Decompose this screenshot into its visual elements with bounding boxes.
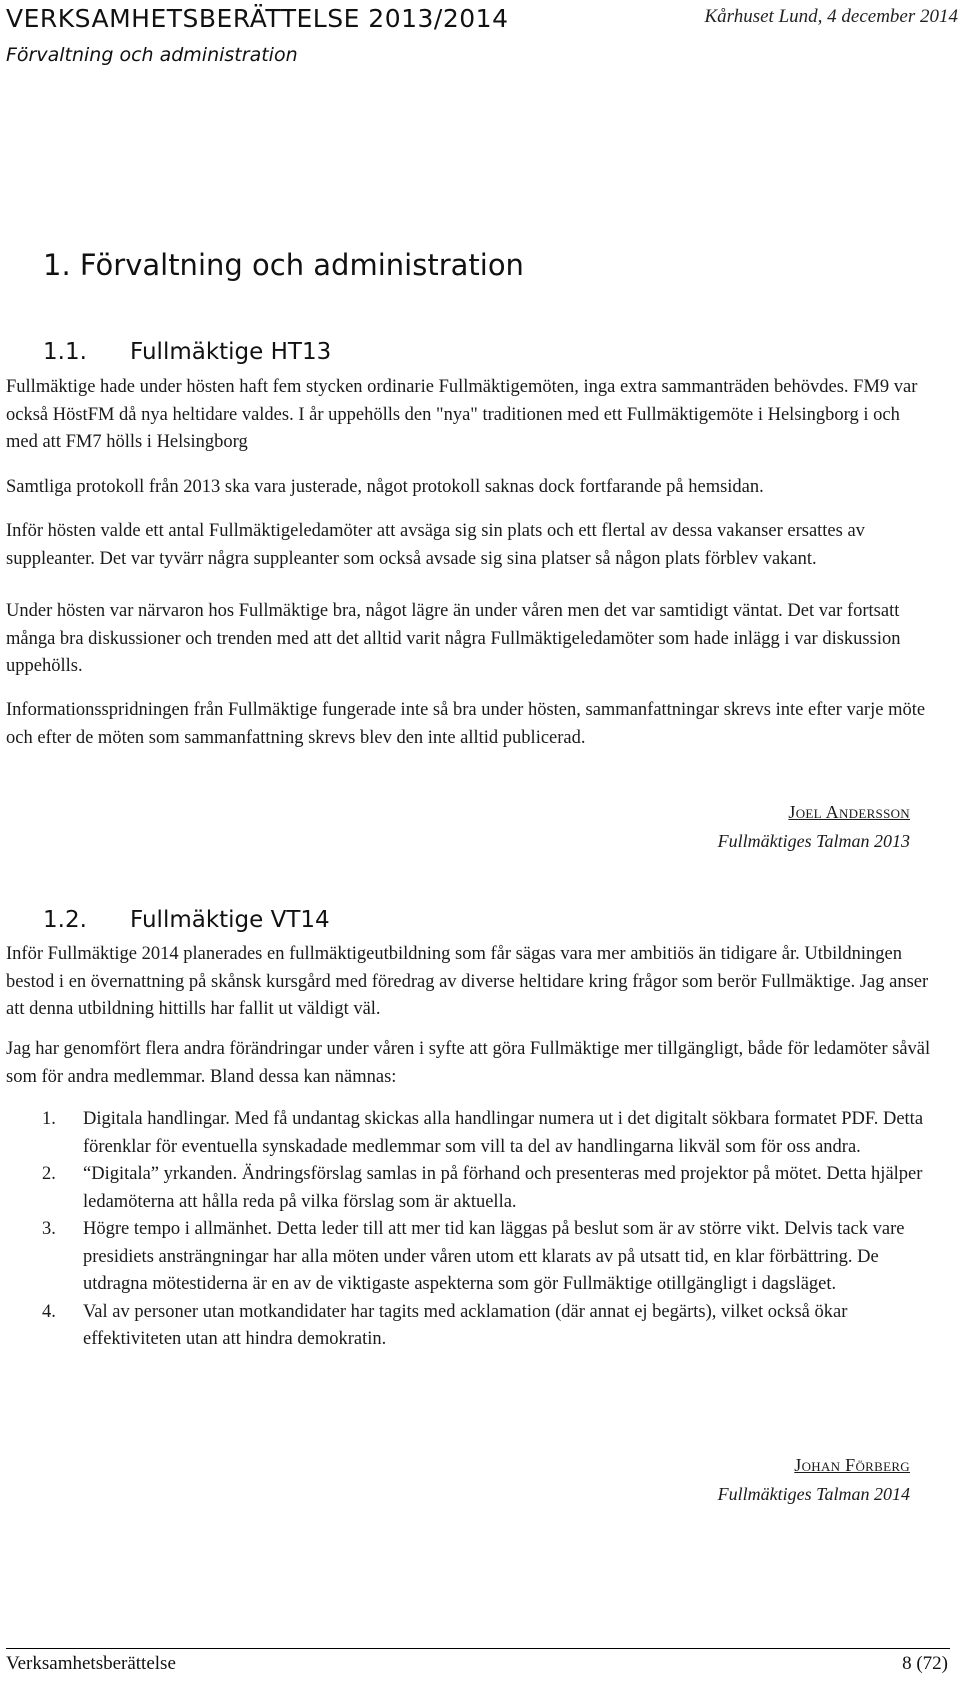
list-item-text: Digitala handlingar. Med få undantag skickas alla handlingar numera ut i det digitalt sökbara formatet PDF. Detta förenklar för eventuella synskadade medlemmar som vill ta del av handlingarna likväl som för oss andra. xyxy=(83,1109,924,1157)
list-item xyxy=(6,1161,936,1216)
signature-name: Joel Andersson xyxy=(788,802,910,822)
subsection-title: Fullmäktige VT14 xyxy=(130,907,330,933)
list-item xyxy=(6,1106,936,1161)
subsection-number: 1.2. xyxy=(43,907,87,933)
list-item-text: “Digitala” yrkanden. Ändringsförslag samlas in på förhand och presenteras med projektor på mötet. Detta hjälper ledamöterna att hålla reda på vilka förslag som är aktuella. xyxy=(83,1164,923,1212)
signature-block xyxy=(718,1451,910,1509)
paragraph: Inför Fullmäktige 2014 planerades en fullmäktigeutbildning som får sägas vara mer ambitiös än tidigare år. Utbildningen bestod i en övernattning på skånsk kursgård med föredrag av diverse heltidare kring frågor som berör Fullmäktige. Jag anser att denna utbildning hittills har fallit ut väldigt väl. xyxy=(6,944,929,1019)
document-header-subtitle: Förvaltning och administration xyxy=(6,44,298,66)
section-heading: 1. Förvaltning och administration xyxy=(43,248,524,282)
subsection-number: 1.1. xyxy=(43,339,87,365)
subsection-title: Fullmäktige HT13 xyxy=(130,339,332,365)
list-item-number: 1. xyxy=(42,1109,56,1129)
signature-role: Fullmäktiges Talman 2014 xyxy=(717,1484,910,1504)
subsection-heading-2 xyxy=(43,907,330,933)
paragraph: Fullmäktige hade under hösten haft fem stycken ordinarie Fullmäktigemöten, inga extra sammanträden behövdes. FM9 var också HöstFM då nya heltidare valdes. I år uppehölls den "nya" traditionen med ett Fullmäktigemöte i Helsingborg i och med att FM7 hölls i Helsingborg xyxy=(6,377,918,452)
paragraph: Samtliga protokoll från 2013 ska vara justerade, något protokoll saknas dock fortfarande på hemsidan. xyxy=(6,477,764,497)
footer-document-name: Verksamhetsberättelse xyxy=(6,1653,176,1674)
list-item-text: Högre tempo i allmänhet. Detta leder till att mer tid kan läggas på beslut som är av större vikt. Delvis tack vare presidiets ansträngningar har alla möten under våren utom ett klarats av på utsatt tid, en klar förbättring. De utdragna mötestiderna är en av de viktigaste aspekterna som gör Fullmäktige otillgängligt i dagsläget. xyxy=(83,1219,905,1294)
list-item-number: 4. xyxy=(42,1301,56,1322)
numbered-list xyxy=(6,1106,936,1354)
signature-name: Johan Förberg xyxy=(794,1455,910,1475)
subsection-heading-1 xyxy=(43,339,331,365)
list-item-number: 2. xyxy=(42,1164,56,1184)
document-header-title: VERKSAMHETSBERÄTTELSE 2013/2014 xyxy=(6,4,509,33)
paragraph: Informationsspridningen från Fullmäktige fungerade inte så bra under hösten, sammanfattningar skrevs inte efter varje möte och efter de möten som sammanfattning skrevs blev den inte alltid publicerad. xyxy=(6,700,926,748)
footer-page-number: 8 (72) xyxy=(902,1653,948,1674)
paragraph: Inför hösten valde ett antal Fullmäktigeledamöter att avsäga sig sin plats och ett flertal av dessa vakanser ersattes av suppleanter. Det var tyvärr några suppleanter som också avsade sig sina platser så någon plats förblev vakant. xyxy=(6,521,865,569)
list-item-number: 3. xyxy=(42,1219,56,1239)
signature-role: Fullmäktiges Talman 2013 xyxy=(717,831,910,851)
list-item xyxy=(6,1216,936,1299)
paragraph: Jag har genomfört flera andra förändringar under våren i syfte att göra Fullmäktige mer tillgängligt, både för ledamöter såväl som för andra medlemmar. Bland dessa kan nämnas: xyxy=(6,1039,931,1087)
list-item xyxy=(6,1299,936,1354)
paragraph: Under hösten var närvaron hos Fullmäktige bra, något lägre än under våren men det var samtidigt väntat. Det var fortsatt många bra diskussioner och trenden med att det alltid varit några Fullmäktigeledamöter som hade inlägg i var diskussion uppehölls. xyxy=(6,601,901,676)
footer-divider xyxy=(6,1648,950,1649)
document-header-meta: Kårhuset Lund, 4 december 2014 xyxy=(704,6,958,27)
list-item-text: Val av personer utan motkandidater har tagits med acklamation (där annat ej begärts), vilket också ökar effektiviteten utan att hindra demokratin. xyxy=(83,1301,848,1349)
signature-block xyxy=(718,798,910,856)
